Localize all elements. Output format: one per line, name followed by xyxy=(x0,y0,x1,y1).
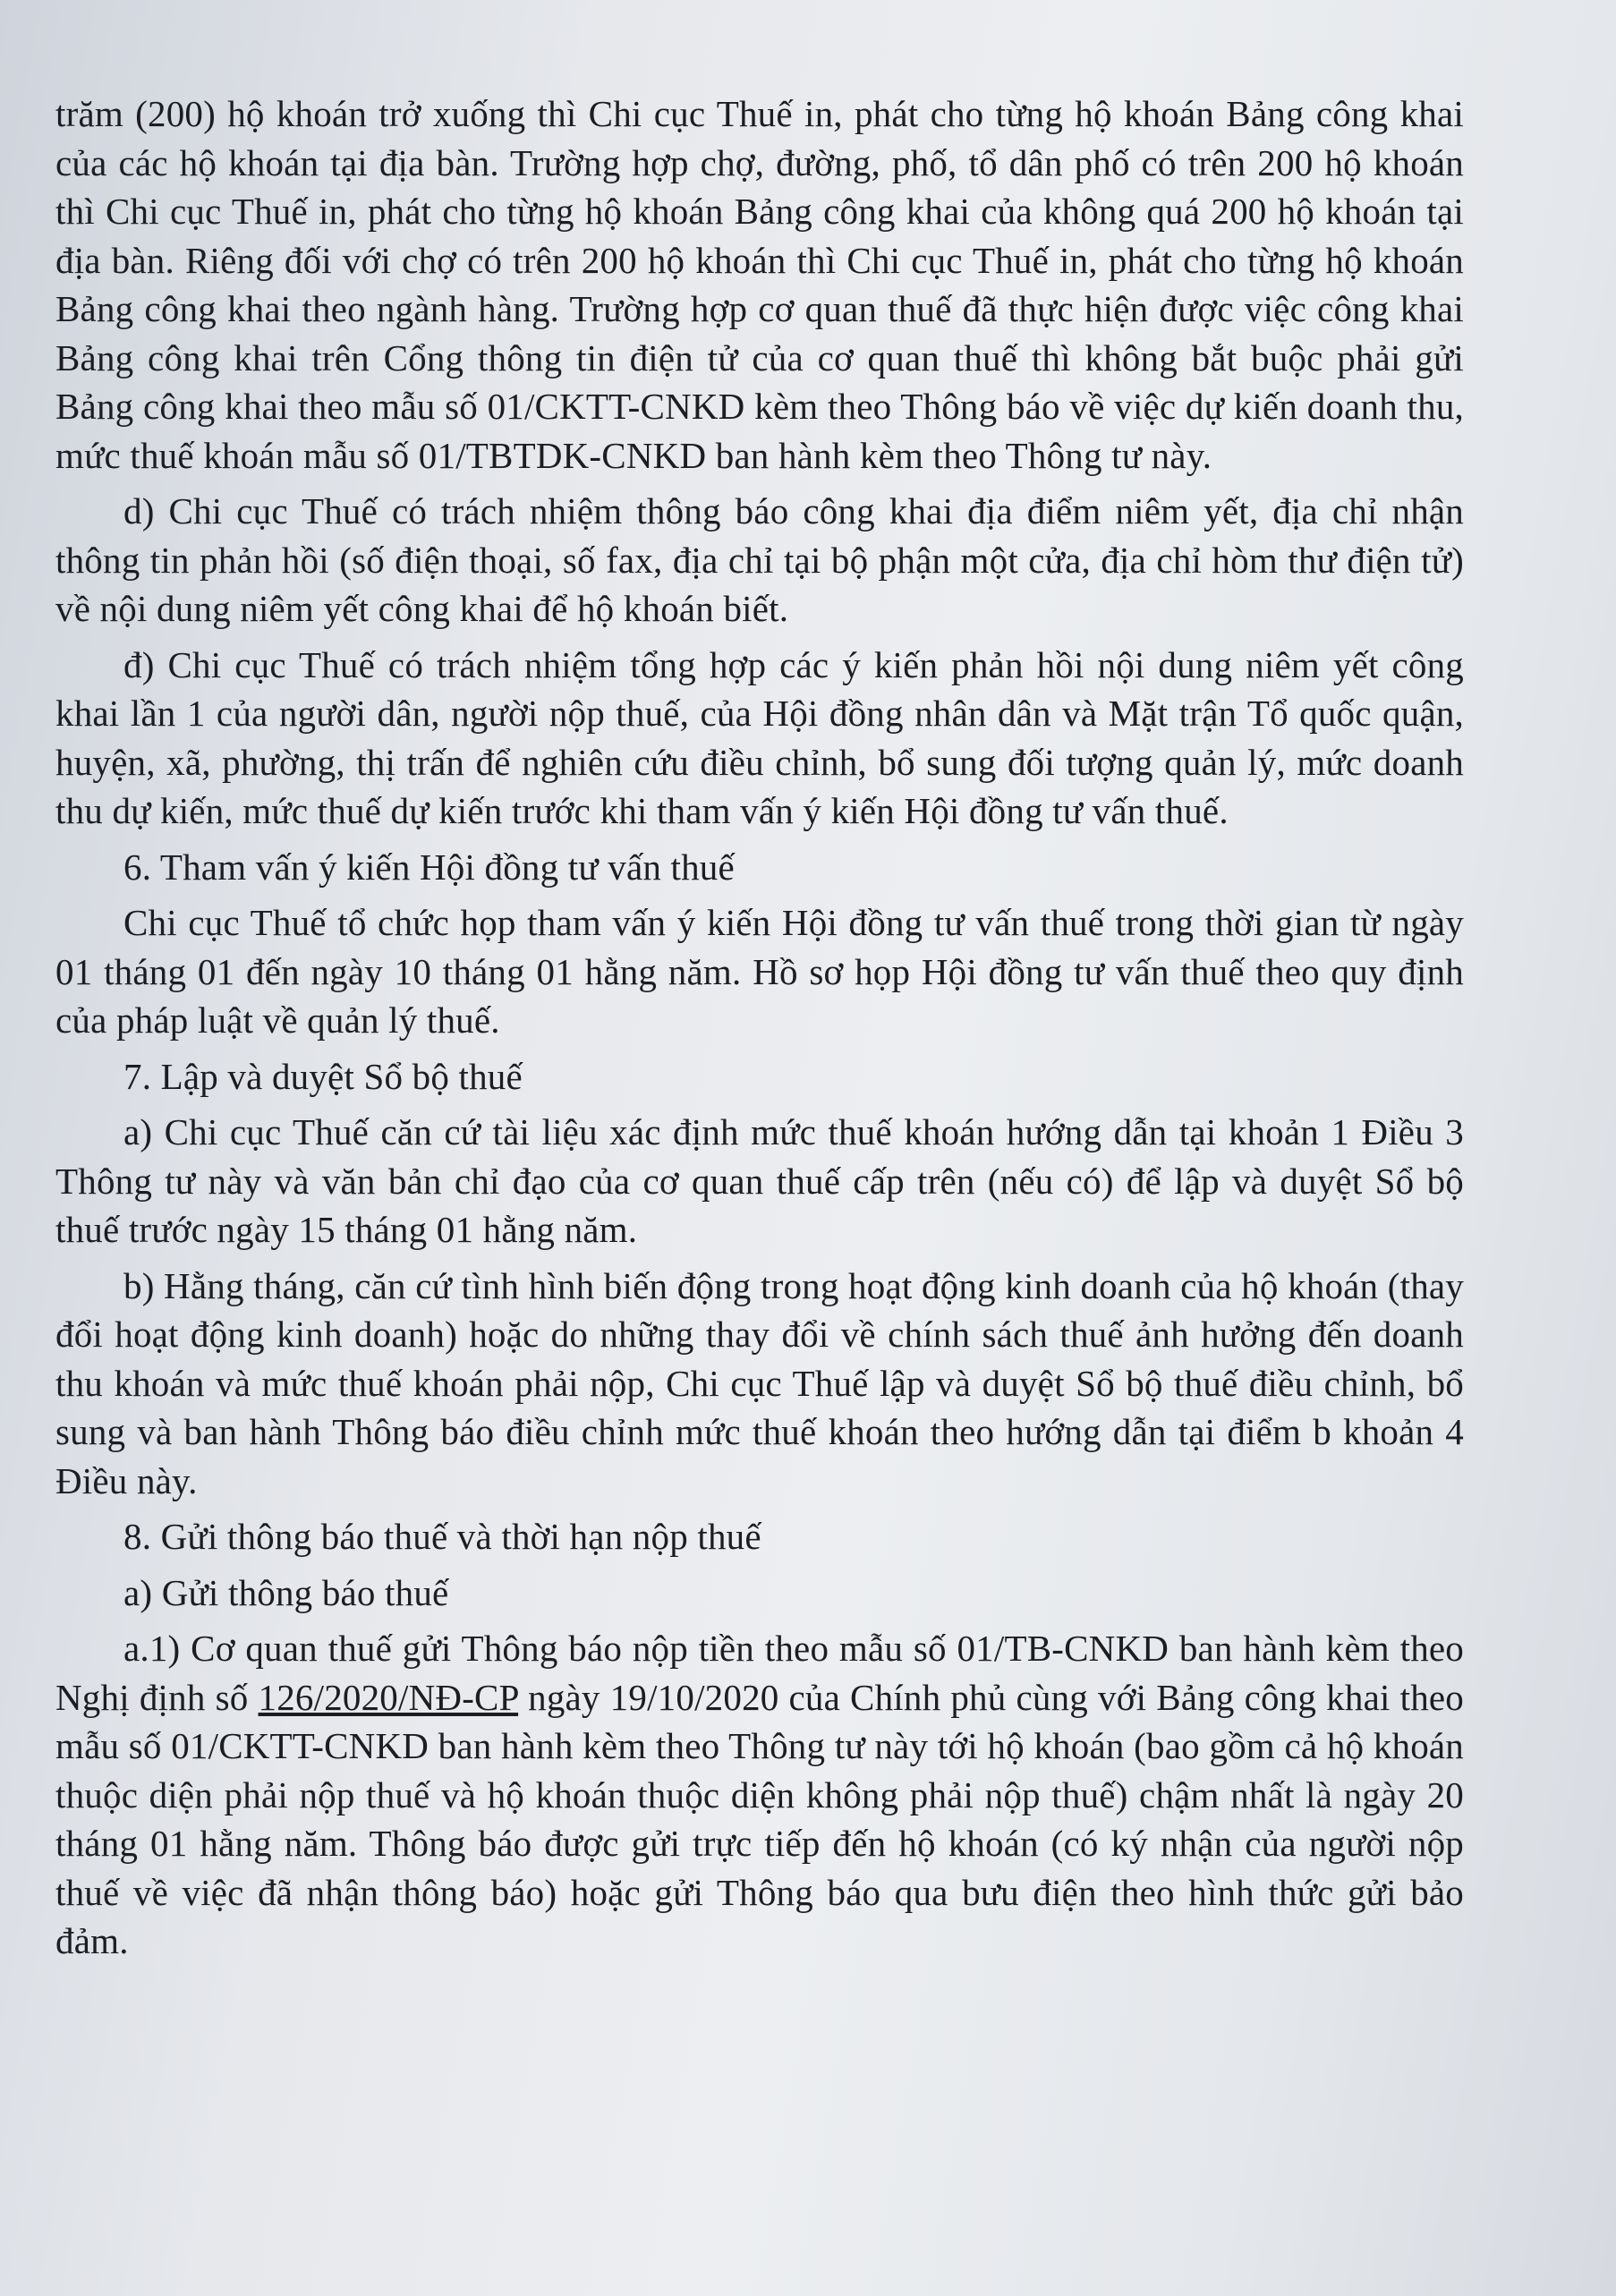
paragraph-dd-summarize-feedback: đ) Chi cục Thuế có trách nhiệm tổng hợp các ý kiến phản hồi nội dung niêm yết công khai lần 1 của người dân, người nộp thuế, của Hội đồng nhân dân và Mặt trận Tổ quốc quận, huyện, xã, phường, thị trấn để nghiên cứu điều chỉnh, bổ sung đối tượng quản lý, mức doanh thu dự kiến, mức thuế dự kiến trước khi tham vấn ý kiến Hội đồng tư vấn thuế. xyxy=(55,643,1464,831)
paragraph-a1-text-start: a.1) Cơ quan thuế gửi Thông báo nộp tiền theo mẫu số 01/TB-CNKD ban hành kèm theo Nghị định số xyxy=(55,1628,1464,1718)
paragraph-a-approve-tax-book: a) Chi cục Thuế căn cứ tài liệu xác định mức thuế khoán hướng dẫn tại khoản 1 Điều 3 Thông tư này và văn bản chỉ đạo của cơ quan thuế cấp trên (nếu có) để lập và duyệt Sổ bộ thuế trước ngày 15 tháng 01 hằng năm. xyxy=(55,1111,1464,1250)
paragraph-public-disclosure: trăm (200) hộ khoán trở xuống thì Chi cục Thuế in, phát cho từng hộ khoán Bảng công khai của các hộ khoán tại địa bàn. Trường hợp chợ, đường, phố, tổ dân phố có trên 200 hộ khoán thì Chi cục Thuế in, phát cho từng hộ khoán Bảng công khai của không quá 200 hộ khoán tại địa bàn. Riêng đối với chợ có trên 200 hộ khoán thì Chi cục Thuế in, phát cho từng hộ khoán Bảng công khai theo ngành hàng. Trường hợp cơ quan thuế đã thực hiện được việc công khai Bảng công khai trên Cổng thông tin điện tử của cơ quan thuế thì không bắt buộc phải gửi Bảng công khai theo mẫu số 01/CKTT-CNKD kèm theo Thông báo về việc dự kiến doanh thu, mức thuế khoán mẫu số 01/TBTDK-CNKD ban hành kèm theo Thông tư này. xyxy=(55,93,1464,476)
heading-section-8: 8. Gửi thông báo thuế và thời hạn nộp thuế xyxy=(123,1516,761,1557)
decree-reference-link[interactable]: 126/2020/NĐ-CP xyxy=(258,1676,519,1718)
heading-section-6: 6. Tham vấn ý kiến Hội đồng tư vấn thuế xyxy=(123,846,735,888)
paragraph-a1-text-end: ngày 19/10/2020 của Chính phủ cùng với Bảng công khai theo mẫu số 01/CKTT-CNKD ban hành kèm theo Thông tư này tới hộ khoán (bao gồm cả hộ khoán thuộc diện phải nộp thuế và hộ khoán thuộc diện không phải nộp thuế) chậm nhất là ngày 20 tháng 01 hằng năm. Thông báo được gửi trực tiếp đến hộ khoán (có ký nhận của người nộp thuế về việc đã nhận thông báo) hoặc gửi Thông báo qua bưu điện theo hình thức gửi bảo đảm. xyxy=(55,1676,1465,1961)
heading-section-8a: a) Gửi thông báo thuế xyxy=(123,1571,449,1613)
paragraph-consult-council: Chi cục Thuế tổ chức họp tham vấn ý kiến Hội đồng tư vấn thuế trong thời gian từ ngày 01 tháng 01 đến ngày 10 tháng 01 hằng năm. Hồ sơ họp Hội đồng tư vấn thuế theo quy định của pháp luật về quản lý thuế. xyxy=(55,902,1464,1041)
paragraph-d-announce-location: d) Chi cục Thuế có trách nhiệm thông báo công khai địa điểm niêm yết, địa chỉ nhận thông tin phản hồi (số điện thoại, số fax, địa chỉ tại bộ phận một cửa, địa chỉ hòm thư điện tử) về nội dung niêm yết công khai để hộ khoán biết. xyxy=(55,490,1464,629)
paragraph-b-monthly-adjust: b) Hằng tháng, căn cứ tình hình biến động trong hoạt động kinh doanh của hộ khoán (thay đổi hoạt động kinh doanh) hoặc do những thay đổi về chính sách thuế ảnh hưởng đến doanh thu khoán và mức thuế khoán phải nộp, Chi cục Thuế lập và duyệt Sổ bộ thuế điều chỉnh, bổ sung và ban hành Thông báo điều chỉnh mức thuế khoán theo hướng dẫn tại điểm b khoản 4 Điều này. xyxy=(55,1264,1464,1501)
paragraph-a1-send-notice xyxy=(55,1624,1464,1966)
heading-section-7: 7. Lập và duyệt Sổ bộ thuế xyxy=(123,1055,523,1097)
